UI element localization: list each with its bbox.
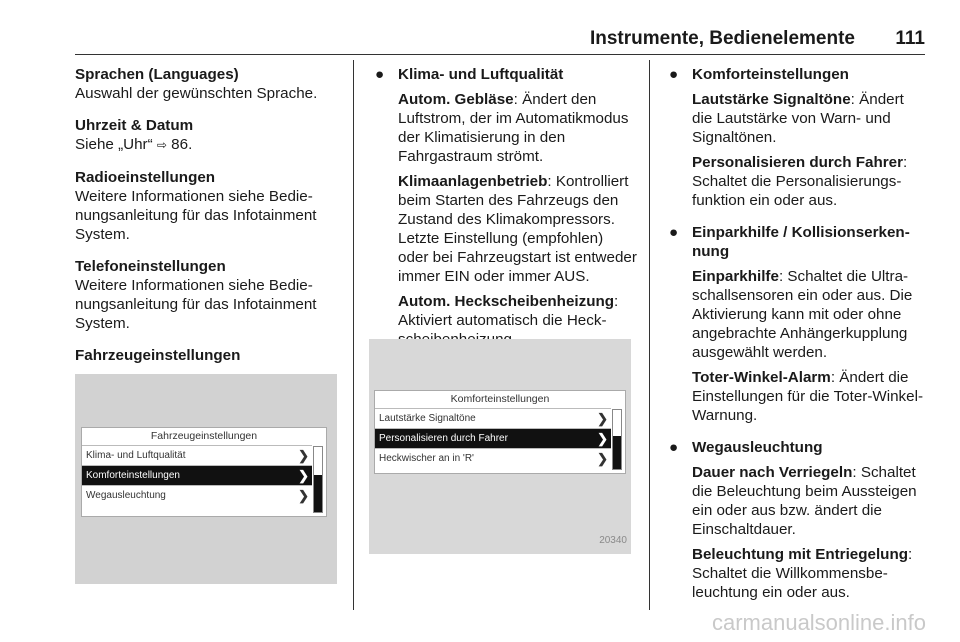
item-text: : Schaltet die Personalisierungsfunktion ein oder aus. xyxy=(692,154,908,209)
screen-row-label: Heckwischer an in 'R' xyxy=(379,453,474,464)
bullet-icon: ● xyxy=(669,66,679,83)
languages-title: Sprachen (Languages) xyxy=(75,66,239,83)
lighting-bullet xyxy=(666,438,928,602)
vehicle-settings-screen xyxy=(81,427,327,517)
screen-row-label: Personalisieren durch Fahrer xyxy=(379,433,508,444)
vehicle-settings-photo xyxy=(75,374,337,584)
lighting-item-unlock xyxy=(692,545,928,602)
screen-row-climate xyxy=(82,445,312,465)
column-3 xyxy=(666,65,928,602)
column-divider-1 xyxy=(353,60,354,610)
screen-scrollbar xyxy=(313,446,323,513)
item-term: Lautstärke Signaltöne xyxy=(692,91,851,108)
phone-section xyxy=(75,257,337,333)
screen-row-personalize xyxy=(375,428,611,448)
comfort-item-personalize xyxy=(692,153,928,210)
phone-title: Telefoneinstellungen xyxy=(75,258,226,275)
page-header xyxy=(75,28,925,55)
item-term: Personalisieren durch Fahrer xyxy=(692,154,904,171)
vehicle-section xyxy=(75,346,337,365)
comfort-settings-photo xyxy=(369,339,631,554)
column-1 xyxy=(75,65,337,378)
scrollbar-thumb xyxy=(314,475,322,512)
item-text: : Ändert die Einstellungen für die Toter-Winkel-Warnung. xyxy=(692,369,924,424)
radio-title: Radioeinstellungen xyxy=(75,169,216,186)
column-2 xyxy=(372,65,637,349)
chevron-right-icon: ❯ xyxy=(298,448,309,463)
radio-section xyxy=(75,168,337,244)
climate-item-fan xyxy=(398,90,637,166)
parking-item-assist xyxy=(692,267,928,362)
languages-text: Auswahl der gewünschten Sprache. xyxy=(75,85,318,102)
item-term: Dauer nach Verriegeln xyxy=(692,464,853,481)
item-text: : Schaltet die Willkommensbeleuchtung ein oder aus. xyxy=(692,546,913,601)
lighting-heading: Wegausleuchtung xyxy=(692,439,823,456)
scrollbar-thumb xyxy=(613,436,621,469)
parking-bullet xyxy=(666,223,928,425)
time-text-b: 86. xyxy=(166,136,193,153)
section-title: Instrumente, Bedienelemente xyxy=(589,28,855,49)
screen-row-rear-wiper xyxy=(375,448,611,468)
chevron-right-icon: ❯ xyxy=(298,468,309,483)
bullet-icon: ● xyxy=(669,439,679,456)
climate-heading: Klima- und Luftqualität xyxy=(398,66,564,83)
item-text: : Schaltet die Ultraschallsensoren ein oder aus. Die Aktivierung kann mit oder ohne angebrachte Anhängerkupplung ausgewählt werden. xyxy=(692,268,913,361)
item-text: : Ändert den Luftstrom, der im Automatikmodus der Klimatisierung in den Fahrgastraum strömt. xyxy=(398,91,629,165)
languages-section xyxy=(75,65,337,103)
bullet-icon: ● xyxy=(669,224,679,241)
item-term: Beleuchtung mit Entriegelung xyxy=(692,546,909,563)
phone-text: Weitere Informationen siehe Bedienungsanleitung für das Infotainment System. xyxy=(75,277,317,332)
time-section xyxy=(75,116,337,155)
bullet-icon: ● xyxy=(375,66,385,83)
item-term: Autom. Heckscheibenheizung xyxy=(398,293,615,310)
climate-bullet xyxy=(372,65,637,349)
screen-row-label: Komforteinstellungen xyxy=(86,470,180,481)
screen-title: Komforteinstellungen xyxy=(450,393,550,405)
time-text-a: Siehe „Uhr“ xyxy=(75,136,153,153)
screen-row-label: Klima- und Luftqualität xyxy=(86,450,186,461)
screen-scrollbar xyxy=(612,409,622,470)
item-term: Einparkhilfe xyxy=(692,268,779,285)
time-title: Uhrzeit & Datum xyxy=(75,117,194,134)
vehicle-title: Fahrzeugeinstellungen xyxy=(75,347,241,364)
comfort-settings-screen xyxy=(374,390,626,474)
parking-item-blind-spot xyxy=(692,368,928,425)
time-text xyxy=(75,135,337,155)
screen-row-volume xyxy=(375,408,611,428)
comfort-bullet xyxy=(666,65,928,210)
comfort-item-volume xyxy=(692,90,928,147)
watermark: carmanualsonline.info xyxy=(711,610,926,635)
screen-row-label: Wegausleuchtung xyxy=(86,490,166,501)
chevron-right-icon: ❯ xyxy=(597,431,608,446)
reference-arrow-icon: ⇨ xyxy=(156,138,167,152)
photo-id: 20340 xyxy=(599,535,627,546)
radio-text: Weitere Informationen siehe Bedienungsanleitung für das Infotainment System. xyxy=(75,188,317,243)
screen-row-lighting xyxy=(82,485,312,505)
chevron-right-icon: ❯ xyxy=(597,411,608,426)
item-text: : Kontrolliert beim Starten des Fahrzeugs den Zustand des Klimakompressors. Letzte Einstellung (empfohlen) oder bei Fahrzeugstart ist entweder immer EIN oder immer AUS. xyxy=(398,173,637,285)
lighting-item-duration xyxy=(692,463,928,539)
item-term: Klimaanlagenbetrieb xyxy=(398,173,548,190)
item-text: : Ändert die Lautstärke von Warn- und Signaltönen. xyxy=(692,91,904,146)
screen-title: Fahrzeugeinstellungen xyxy=(150,430,258,442)
page-number: 111 xyxy=(895,28,925,49)
item-text: : Aktiviert automatisch die Heck xyxy=(398,293,619,329)
parking-heading: Einparkhilfe / Kollisionserkennung xyxy=(692,224,910,260)
screen-row-comfort xyxy=(82,465,312,485)
chevron-right-icon: ❯ xyxy=(597,451,608,466)
screen-row-label: Lautstärke Signaltöne xyxy=(379,413,476,424)
comfort-heading: Komforteinstellungen xyxy=(692,66,849,83)
item-term: Autom. Gebläse xyxy=(398,91,514,108)
chevron-right-icon: ❯ xyxy=(298,488,309,503)
item-term: Toter-Winkel-Alarm xyxy=(692,369,831,386)
climate-item-ac xyxy=(398,172,637,286)
item-text: : Schaltet die Beleuchtung beim Aussteigen ein oder aus bzw. ändert die Einschaltdauer. xyxy=(692,464,917,538)
column-divider-2 xyxy=(649,60,650,610)
